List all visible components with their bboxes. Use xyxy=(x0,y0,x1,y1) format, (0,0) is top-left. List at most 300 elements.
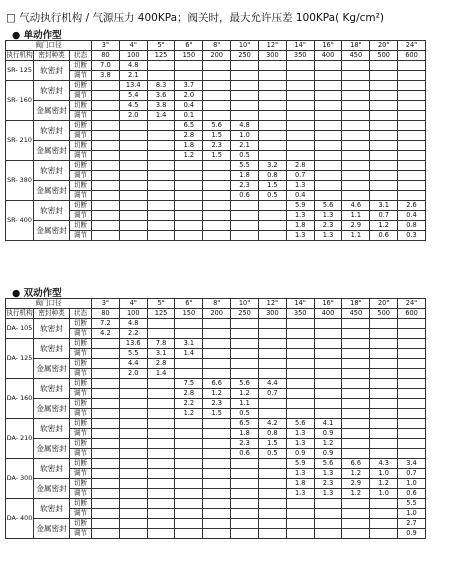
pressure-value xyxy=(231,359,259,369)
pressure-value xyxy=(147,389,175,399)
pressure-value xyxy=(342,61,370,71)
size-header: 10" xyxy=(231,299,259,309)
pressure-value xyxy=(147,131,175,141)
pressure-value xyxy=(258,151,286,161)
pressure-value xyxy=(175,469,203,479)
pressure-value: 0.4 xyxy=(398,211,426,221)
operating-state: 切断 xyxy=(70,459,92,469)
pressure-value xyxy=(92,81,120,91)
pressure-value xyxy=(286,509,314,519)
pressure-value xyxy=(175,489,203,499)
pressure-value xyxy=(398,339,426,349)
pressure-value xyxy=(175,319,203,329)
pressure-value xyxy=(175,61,203,71)
pressure-value: 3.8 xyxy=(147,101,175,111)
pressure-value xyxy=(314,379,342,389)
pressure-value xyxy=(370,529,398,539)
pressure-value xyxy=(258,121,286,131)
pressure-value xyxy=(370,399,398,409)
seal-type: 软密封 xyxy=(34,499,70,519)
pressure-value xyxy=(119,141,147,151)
pressure-value: 3.7 xyxy=(175,81,203,91)
pressure-value: 1.2 xyxy=(342,469,370,479)
pressure-value: 1.5 xyxy=(258,181,286,191)
pressure-value xyxy=(342,409,370,419)
pressure-value xyxy=(231,519,259,529)
dn-header: 200 xyxy=(203,51,231,61)
pressure-value xyxy=(147,409,175,419)
pressure-value: 2.8 xyxy=(175,131,203,141)
pressure-value: 1.5 xyxy=(258,439,286,449)
pressure-value xyxy=(314,171,342,181)
pressure-value xyxy=(231,101,259,111)
pressure-value xyxy=(203,231,231,241)
seal-type: 金属密封 xyxy=(34,439,70,459)
pressure-value xyxy=(231,529,259,539)
pressure-value xyxy=(231,71,259,81)
dn-header: 125 xyxy=(147,51,175,61)
pressure-value xyxy=(258,319,286,329)
pressure-value: 3.4 xyxy=(398,459,426,469)
pressure-value xyxy=(342,171,370,181)
pressure-value xyxy=(314,91,342,101)
operating-state: 调节 xyxy=(70,171,92,181)
pressure-value xyxy=(175,221,203,231)
operating-state: 调节 xyxy=(70,429,92,439)
pressure-value: 5.6 xyxy=(314,201,342,211)
pressure-value xyxy=(258,519,286,529)
pressure-value xyxy=(314,71,342,81)
pressure-value xyxy=(370,349,398,359)
pressure-value xyxy=(258,231,286,241)
pressure-value: 6.6 xyxy=(342,459,370,469)
pressure-value xyxy=(175,161,203,171)
table-row xyxy=(6,221,426,231)
pressure-value: 2.3 xyxy=(203,141,231,151)
pressure-value xyxy=(147,161,175,171)
pressure-value: 1.3 xyxy=(286,211,314,221)
pressure-value xyxy=(314,131,342,141)
pressure-value xyxy=(314,141,342,151)
pressure-value xyxy=(147,459,175,469)
operating-state: 切断 xyxy=(70,359,92,369)
table-row xyxy=(6,141,426,151)
pressure-value xyxy=(175,499,203,509)
pressure-value xyxy=(258,499,286,509)
pressure-value xyxy=(203,439,231,449)
operating-state: 调节 xyxy=(70,409,92,419)
pressure-value xyxy=(175,449,203,459)
table-row xyxy=(6,81,426,91)
pressure-value: 1.3 xyxy=(286,439,314,449)
pressure-value: 1.2 xyxy=(175,151,203,161)
pressure-value xyxy=(231,319,259,329)
pressure-value xyxy=(92,489,120,499)
pressure-value xyxy=(314,81,342,91)
pressure-value xyxy=(398,111,426,121)
pressure-value xyxy=(203,349,231,359)
pressure-value xyxy=(342,439,370,449)
pressure-value xyxy=(342,449,370,459)
pressure-value: 13.6 xyxy=(119,339,147,349)
size-header: 8" xyxy=(203,41,231,51)
pressure-value xyxy=(258,91,286,101)
pressure-value xyxy=(231,499,259,509)
operating-state: 切断 xyxy=(70,161,92,171)
size-header: 24" xyxy=(398,299,426,309)
pressure-value xyxy=(398,81,426,91)
dn-header: 350 xyxy=(286,309,314,319)
pressure-value xyxy=(258,509,286,519)
pressure-value xyxy=(92,469,120,479)
pressure-value xyxy=(119,459,147,469)
pressure-value xyxy=(175,459,203,469)
dn-header: 150 xyxy=(175,51,203,61)
pressure-value: 7.2 xyxy=(92,319,120,329)
table-row xyxy=(6,181,426,191)
pressure-value xyxy=(258,399,286,409)
pressure-value xyxy=(342,71,370,81)
pressure-value: 1.0 xyxy=(398,479,426,489)
pressure-value: 2.6 xyxy=(398,201,426,211)
seal-type: 金属密封 xyxy=(34,181,70,201)
pressure-value xyxy=(370,429,398,439)
pressure-value xyxy=(119,171,147,181)
pressure-value xyxy=(147,439,175,449)
dn-header: 400 xyxy=(314,309,342,319)
pressure-value xyxy=(92,339,120,349)
operating-state: 调节 xyxy=(70,349,92,359)
size-header: 12" xyxy=(258,299,286,309)
dn-header: 300 xyxy=(258,309,286,319)
pressure-value xyxy=(92,379,120,389)
operating-state: 调节 xyxy=(70,71,92,81)
pressure-value xyxy=(398,181,426,191)
pressure-value xyxy=(147,479,175,489)
size-header: 16" xyxy=(314,41,342,51)
pressure-value xyxy=(203,111,231,121)
pressure-value xyxy=(203,319,231,329)
dn-header: 100 xyxy=(119,51,147,61)
pressure-value xyxy=(203,81,231,91)
pressure-value xyxy=(119,379,147,389)
dn-header: 400 xyxy=(314,51,342,61)
pressure-value xyxy=(203,479,231,489)
pressure-value xyxy=(314,509,342,519)
pressure-value xyxy=(286,131,314,141)
table-row xyxy=(6,359,426,369)
pressure-value xyxy=(286,151,314,161)
table-row xyxy=(6,439,426,449)
pressure-value xyxy=(342,399,370,409)
actuator-model: SR- 380 xyxy=(6,161,34,201)
pressure-value: 7.8 xyxy=(147,339,175,349)
pressure-value xyxy=(203,161,231,171)
pressure-value xyxy=(147,171,175,181)
single-acting-heading: ● 单动作型 xyxy=(12,30,62,41)
pressure-value xyxy=(314,329,342,339)
pressure-value: 1.3 xyxy=(286,429,314,439)
pressure-value: 7.0 xyxy=(92,61,120,71)
pressure-value xyxy=(92,399,120,409)
pressure-value: 4.8 xyxy=(119,319,147,329)
double-acting-heading: ● 双动作型 xyxy=(12,288,62,299)
size-header: 5" xyxy=(147,41,175,51)
pressure-value xyxy=(147,191,175,201)
pressure-value xyxy=(286,519,314,529)
pressure-value xyxy=(370,191,398,201)
pressure-value xyxy=(398,121,426,131)
pressure-value xyxy=(147,379,175,389)
pressure-value: 5.6 xyxy=(231,379,259,389)
pressure-value: 4.3 xyxy=(370,459,398,469)
pressure-value: 7.5 xyxy=(175,379,203,389)
table-row xyxy=(6,61,426,71)
pressure-value: 2.3 xyxy=(314,479,342,489)
pressure-value xyxy=(92,161,120,171)
pressure-value xyxy=(119,419,147,429)
pressure-value xyxy=(258,369,286,379)
pressure-value xyxy=(203,459,231,469)
pressure-value: 1.5 xyxy=(203,131,231,141)
pressure-value xyxy=(342,329,370,339)
pressure-value xyxy=(370,519,398,529)
pressure-value xyxy=(203,329,231,339)
pressure-value: 4.8 xyxy=(119,61,147,71)
pressure-value xyxy=(119,519,147,529)
pressure-value: 0.7 xyxy=(258,389,286,399)
pressure-value: 1.5 xyxy=(203,151,231,161)
pressure-value: 6.6 xyxy=(203,379,231,389)
pressure-value xyxy=(92,121,120,131)
pressure-value xyxy=(92,359,120,369)
pressure-value xyxy=(342,529,370,539)
pressure-value xyxy=(147,449,175,459)
pressure-value: 0.8 xyxy=(258,171,286,181)
pressure-value xyxy=(398,101,426,111)
pressure-value xyxy=(203,429,231,439)
pressure-value xyxy=(342,81,370,91)
pressure-value xyxy=(175,369,203,379)
pressure-value xyxy=(398,161,426,171)
pressure-value: 2.1 xyxy=(119,71,147,81)
pressure-value: 1.3 xyxy=(286,181,314,191)
pressure-value xyxy=(92,479,120,489)
pressure-value: 1.8 xyxy=(231,429,259,439)
pressure-value: 0.1 xyxy=(175,111,203,121)
pressure-value xyxy=(175,529,203,539)
pressure-value xyxy=(147,399,175,409)
pressure-value xyxy=(370,379,398,389)
pressure-value: 0.6 xyxy=(231,449,259,459)
pressure-value xyxy=(147,499,175,509)
dn-header: 80 xyxy=(92,51,120,61)
pressure-value xyxy=(258,111,286,121)
pressure-value xyxy=(398,131,426,141)
operating-state: 调节 xyxy=(70,509,92,519)
pressure-value xyxy=(175,181,203,191)
pressure-value xyxy=(342,369,370,379)
pressure-value: 2.3 xyxy=(314,221,342,231)
pressure-value xyxy=(231,459,259,469)
pressure-value xyxy=(231,329,259,339)
pressure-value xyxy=(342,141,370,151)
operating-state: 切断 xyxy=(70,201,92,211)
pressure-value xyxy=(231,211,259,221)
pressure-value: 4.1 xyxy=(314,419,342,429)
pressure-value: 3.8 xyxy=(92,71,120,81)
header-row-dn xyxy=(6,309,426,319)
pressure-value xyxy=(203,181,231,191)
pressure-value xyxy=(314,409,342,419)
pressure-value xyxy=(314,61,342,71)
pressure-value: 5.5 xyxy=(231,161,259,171)
pressure-value: 1.0 xyxy=(370,489,398,499)
dn-header: 250 xyxy=(231,51,259,61)
operating-state: 切断 xyxy=(70,379,92,389)
pressure-value: 4.2 xyxy=(258,419,286,429)
pressure-value: 2.0 xyxy=(175,91,203,101)
pressure-value xyxy=(370,171,398,181)
pressure-value xyxy=(258,359,286,369)
pressure-value xyxy=(119,121,147,131)
pressure-value xyxy=(203,91,231,101)
pressure-value xyxy=(370,81,398,91)
pressure-value xyxy=(92,449,120,459)
pressure-value xyxy=(398,369,426,379)
pressure-value: 2.1 xyxy=(231,141,259,151)
pressure-value xyxy=(258,329,286,339)
table-row xyxy=(6,121,426,131)
pressure-value xyxy=(175,439,203,449)
pressure-value xyxy=(370,181,398,191)
pressure-value xyxy=(231,349,259,359)
pressure-value: 2.8 xyxy=(175,389,203,399)
pressure-value: 0.7 xyxy=(370,211,398,221)
pressure-value xyxy=(203,509,231,519)
pressure-value xyxy=(398,409,426,419)
pressure-value xyxy=(203,489,231,499)
pressure-value xyxy=(314,161,342,171)
table-row xyxy=(6,479,426,489)
pressure-value: 1.3 xyxy=(314,489,342,499)
pressure-value xyxy=(92,519,120,529)
seal-type: 金属密封 xyxy=(34,221,70,241)
pressure-value: 2.3 xyxy=(231,181,259,191)
seal-type: 软密封 xyxy=(34,419,70,439)
pressure-value xyxy=(398,61,426,71)
pressure-value xyxy=(342,319,370,329)
pressure-value xyxy=(92,131,120,141)
double-acting-table xyxy=(5,298,426,539)
pressure-value xyxy=(314,339,342,349)
pressure-value: 5.4 xyxy=(119,91,147,101)
pressure-value xyxy=(370,111,398,121)
seal-type: 软密封 xyxy=(34,339,70,359)
pressure-value xyxy=(231,111,259,121)
size-header: 12" xyxy=(258,41,286,51)
pressure-value xyxy=(92,429,120,439)
pressure-value xyxy=(119,211,147,221)
pressure-value: 2.7 xyxy=(398,519,426,529)
pressure-value xyxy=(314,101,342,111)
pressure-value xyxy=(147,529,175,539)
pressure-value xyxy=(203,339,231,349)
pressure-value xyxy=(258,459,286,469)
pressure-value: 1.2 xyxy=(314,439,342,449)
pressure-value xyxy=(119,409,147,419)
table-row xyxy=(6,379,426,389)
pressure-value xyxy=(92,459,120,469)
pressure-value xyxy=(398,419,426,429)
pressure-value: 1.0 xyxy=(398,509,426,519)
seal-column-header: 密封种类 xyxy=(34,51,70,61)
pressure-value xyxy=(175,329,203,339)
pressure-value xyxy=(286,329,314,339)
pressure-value: 5.6 xyxy=(286,419,314,429)
pressure-value xyxy=(314,319,342,329)
operating-state: 切断 xyxy=(70,81,92,91)
pressure-value: 3.6 xyxy=(147,91,175,101)
pressure-value xyxy=(175,519,203,529)
operating-state: 调节 xyxy=(70,91,92,101)
pressure-value xyxy=(175,191,203,201)
pressure-value xyxy=(147,151,175,161)
state-column-header: 状态 xyxy=(70,309,92,319)
pressure-value xyxy=(370,339,398,349)
pressure-value xyxy=(92,509,120,519)
operating-state: 调节 xyxy=(70,529,92,539)
dn-header: 600 xyxy=(398,309,426,319)
pressure-value xyxy=(314,499,342,509)
pressure-value: 3.2 xyxy=(258,161,286,171)
pressure-value: 4.2 xyxy=(92,329,120,339)
pressure-value xyxy=(92,529,120,539)
pressure-value xyxy=(258,101,286,111)
pressure-value xyxy=(286,81,314,91)
dn-header: 100 xyxy=(119,309,147,319)
pressure-value xyxy=(203,419,231,429)
seal-type: 软密封 xyxy=(34,201,70,221)
pressure-value xyxy=(314,399,342,409)
pressure-value xyxy=(342,379,370,389)
pressure-value xyxy=(258,479,286,489)
pressure-value xyxy=(147,329,175,339)
pressure-value: 1.0 xyxy=(231,131,259,141)
dn-header: 80 xyxy=(92,309,120,319)
size-header: 8" xyxy=(203,299,231,309)
operating-state: 切断 xyxy=(70,439,92,449)
pressure-value xyxy=(231,509,259,519)
table-row xyxy=(6,459,426,469)
pressure-value xyxy=(203,171,231,181)
seal-type: 软密封 xyxy=(34,161,70,181)
pressure-value: 4.4 xyxy=(119,359,147,369)
pressure-value: 1.8 xyxy=(231,171,259,181)
pressure-value xyxy=(286,389,314,399)
pressure-value xyxy=(342,359,370,369)
pressure-value xyxy=(286,529,314,539)
pressure-value xyxy=(231,81,259,91)
pressure-value xyxy=(314,121,342,131)
pressure-value xyxy=(370,329,398,339)
pressure-value: 2.0 xyxy=(119,111,147,121)
pressure-value: 1.1 xyxy=(231,399,259,409)
pressure-value xyxy=(342,161,370,171)
size-header: 16" xyxy=(314,299,342,309)
pressure-value xyxy=(314,111,342,121)
dn-header: 450 xyxy=(342,51,370,61)
